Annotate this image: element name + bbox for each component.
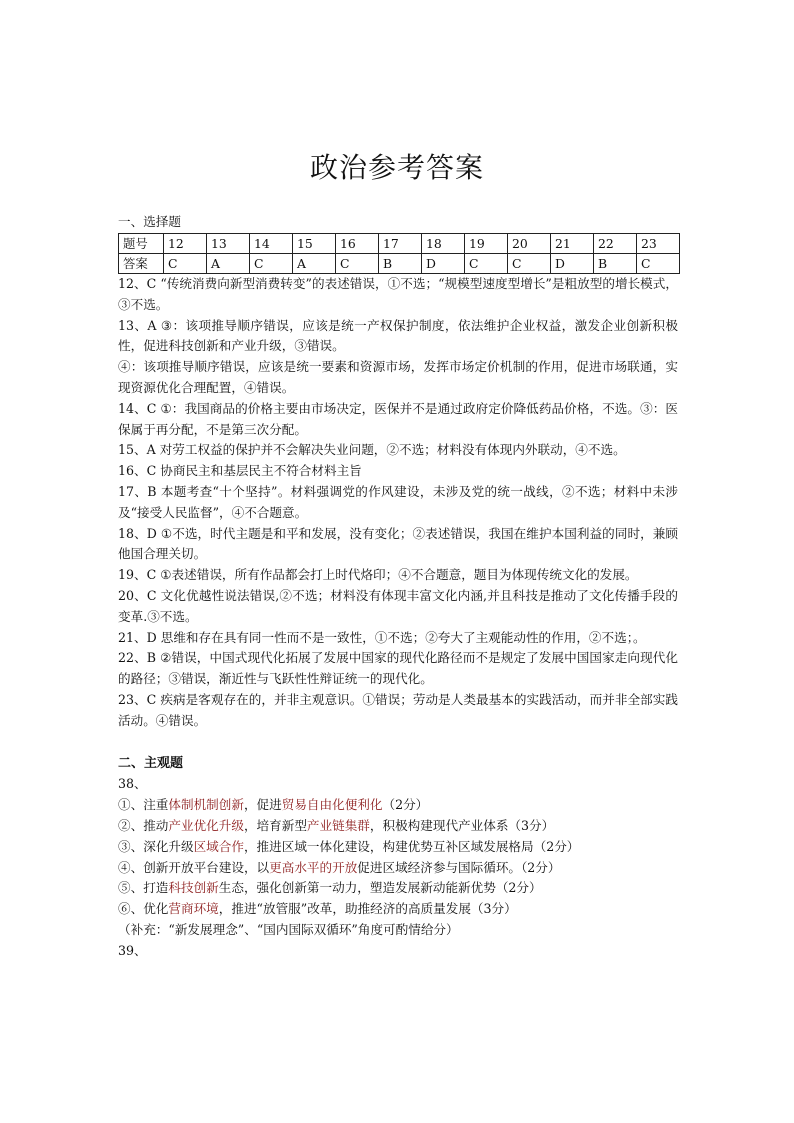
keyword-highlight: 体制机制创新 — [168, 797, 244, 813]
point-text: ③、深化升级 — [118, 838, 194, 854]
table-cell: 22 — [594, 234, 637, 254]
point-text: ④、创新开放平台建设，以 — [118, 859, 270, 875]
explanation-item: 19、C ①表述错误，所有作品都会打上时代烙印；④不合题意，题目为体现传统文化的发展。 — [118, 567, 638, 583]
table-cell: C — [164, 254, 207, 274]
table-cell: 18 — [422, 234, 465, 254]
table-cell: 12 — [164, 234, 207, 254]
table-cell: 23 — [637, 234, 680, 254]
table-cell: B — [379, 254, 422, 274]
table-cell: A — [207, 254, 250, 274]
section-heading-subjective: 二、主观题 — [118, 755, 184, 771]
explanation-item: 21、D 思维和存在具有同一性而不是一致性，①不选；②夸大了主观能动性的作用，②不选；。 — [118, 629, 646, 645]
q38-point-2 — [118, 816, 678, 837]
q38-point-6 — [118, 899, 678, 920]
table-row-label: 答案 — [119, 254, 164, 274]
point-text: ，积极构建现代产业体系（3分） — [369, 817, 555, 833]
explanation-item: 22、B ②错误，中国式现代化拓展了发展中国家的现代化路径而不是规定了发展中国国家走向现代化的路径；③错误，渐近性与飞跃性性辩证统一的现代化。 — [118, 650, 678, 687]
point-text: 促进区域经济参与国际循环。（2分） — [357, 859, 561, 875]
question-39-label: 39、 — [118, 942, 147, 958]
table-cell: C — [508, 254, 551, 274]
q38-point-4 — [118, 858, 678, 879]
question-38-label: 38、 — [118, 776, 147, 792]
q38-point-5 — [118, 878, 678, 899]
answer-table — [118, 233, 680, 274]
keyword-highlight: 科技创新 — [168, 880, 219, 896]
explanation-item: 18、D ①不选，时代主题是和平和发展，没有变化；②表述错误，我国在维护本国利益的同时，兼顾他国合理关切。 — [118, 525, 678, 562]
table-row-numbers — [119, 234, 680, 254]
point-text: ①、注重 — [118, 797, 169, 813]
point-text: ，促进 — [243, 797, 282, 813]
table-cell: 15 — [293, 234, 336, 254]
table-cell: D — [422, 254, 465, 274]
explanation-item: 23、C 疾病是客观存在的，并非主观意识。①错误；劳动是人类最基本的实践活动，而并非全部实践活动。④错误。 — [118, 691, 678, 728]
table-cell: D — [551, 254, 594, 274]
q38-point-1 — [118, 795, 678, 816]
table-cell: 14 — [250, 234, 293, 254]
section-heading-choice: 一、选择题 — [118, 214, 181, 229]
keyword-highlight: 产业链集群 — [306, 817, 370, 833]
point-text: （2分） — [382, 797, 429, 813]
point-text: ⑤、打造 — [118, 880, 169, 896]
point-text: ⑥、优化 — [118, 901, 169, 917]
keyword-highlight: 区域合作 — [193, 838, 244, 854]
table-cell: C — [637, 254, 680, 274]
point-text: ，推进“放管服”改革，助推经济的高质量发展（3分） — [218, 901, 517, 917]
keyword-highlight: 更高水平的开放 — [269, 859, 358, 875]
supplement-note: （补充：“新发展理念”、“国内国际双循环”角度可酌情给分） — [118, 921, 459, 937]
explanation-item: 20、C 文化优越性说法错误,②不选；材料没有体现丰富文化内涵,并且科技是推动了文化传播手段的变革.③不选。 — [118, 587, 678, 624]
table-cell: 20 — [508, 234, 551, 254]
explanation-item: 13、A ③：该项推导顺序错误，应该是统一产权保护制度，依法维护企业权益，激发企业创新积极性，促进科技创新和产业升级，③错误。 — [118, 317, 678, 354]
table-cell: C — [250, 254, 293, 274]
table-row-label: 题号 — [119, 234, 164, 254]
answer-content — [118, 213, 678, 962]
table-cell: C — [336, 254, 379, 274]
table-cell: C — [465, 254, 508, 274]
point-text: ，培育新型 — [243, 817, 307, 833]
explanation-item: 12、C “传统消费向新型消费转变”的表述错误，①不选；“规模型速度型增长”是粗放型的增长模式，③不选。 — [118, 276, 678, 312]
table-cell: 13 — [207, 234, 250, 254]
keyword-highlight: 贸易自由化便利化 — [281, 797, 383, 813]
table-cell: 16 — [336, 234, 379, 254]
point-text: ，推进区域一体化建设，构建优势互补区域发展格局（2分） — [243, 838, 580, 854]
keyword-highlight: 营商环境 — [168, 901, 219, 917]
explanation-item: 15、A 对劳工权益的保护并不会解决失业问题，②不选；材料没有体现内外联动，④不选。 — [118, 442, 626, 458]
table-cell: 19 — [465, 234, 508, 254]
table-cell: 21 — [551, 234, 594, 254]
explanation-item: 14、C ①：我国商品的价格主要由市场决定，医保并不是通过政府定价降低药品价格，不选。③：医保属于再分配，不是第三次分配。 — [118, 400, 678, 437]
table-row-answers — [119, 254, 680, 274]
point-text: 生态，强化创新第一动力，塑造发展新动能新优势（2分） — [218, 880, 542, 896]
keyword-highlight: 产业优化升级 — [168, 817, 244, 833]
table-cell: 17 — [379, 234, 422, 254]
table-cell: B — [594, 254, 637, 274]
q38-point-3 — [118, 837, 678, 858]
explanation-item: ④：该项推导顺序错误，应该是统一要素和资源市场，发挥市场定价机制的作用，促进市场联通，实现资源优化合理配置，④错误。 — [118, 359, 678, 395]
section-spacer — [118, 732, 678, 754]
point-text: ②、推动 — [118, 817, 169, 833]
table-cell: A — [293, 254, 336, 274]
explanation-item: 16、C 协商民主和基层民主不符合材料主旨 — [118, 463, 362, 479]
explanation-item: 17、B 本题考查“十个坚持”。材料强调党的作风建设，未涉及党的统一战线，②不选；材料中未涉及“接受人民监督”，④不合题意。 — [118, 483, 678, 520]
page-title: 政治参考答案 — [309, 151, 484, 184]
